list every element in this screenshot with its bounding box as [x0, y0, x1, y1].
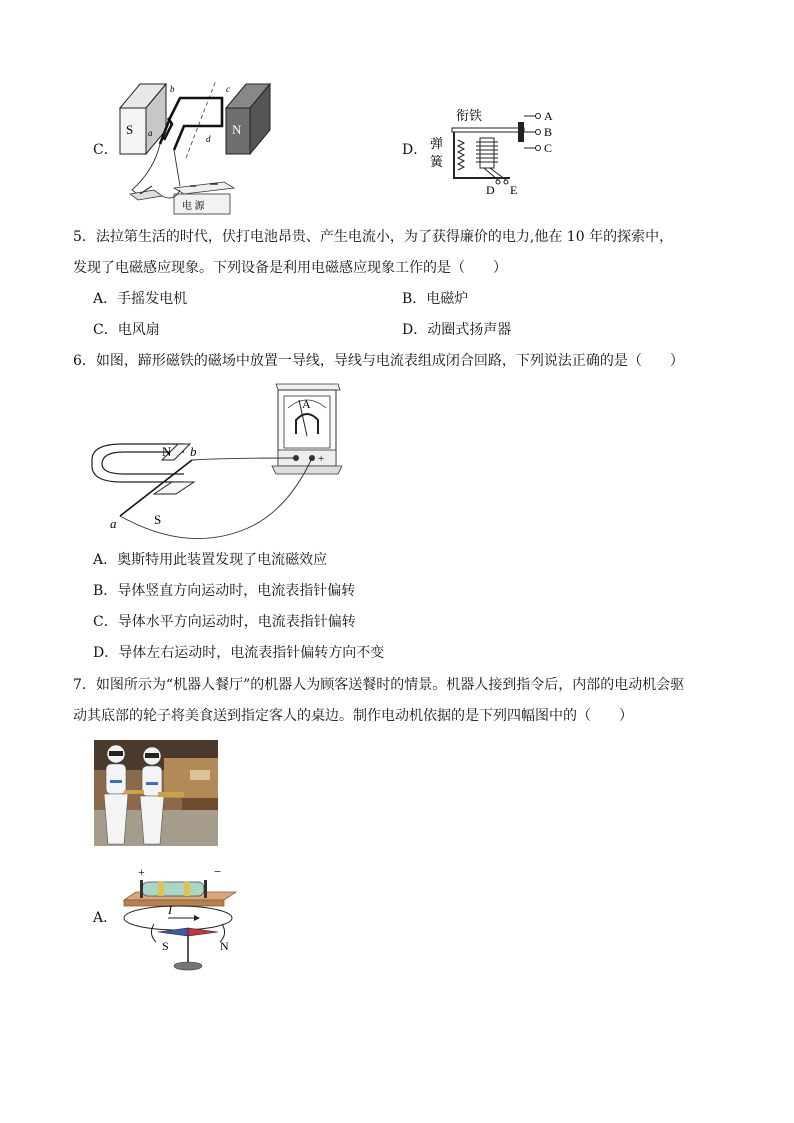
- q4-option-c-figure: [118, 78, 278, 216]
- robot-restaurant-photo: [94, 740, 218, 846]
- q5-option-b[interactable]: B．电磁炉: [402, 291, 469, 307]
- q6-figure: [88, 378, 344, 540]
- compass-n-label: N: [220, 939, 229, 953]
- magnet-s-pole: S: [154, 512, 162, 527]
- contact-c-label: C: [544, 141, 553, 155]
- coil-point-d: d: [206, 134, 211, 144]
- ammeter-plus: +: [318, 453, 325, 465]
- contact-a-label: A: [544, 109, 553, 123]
- ammeter-label: A: [302, 397, 311, 411]
- coil-point-a: a: [148, 128, 153, 138]
- magnet-s-label: S: [126, 122, 134, 137]
- spring-label-2: 簧: [430, 154, 444, 169]
- q6-option-c[interactable]: C．导体水平方向运动时，电流表指针偏转: [93, 614, 356, 630]
- q4-option-d-label[interactable]: D．: [402, 142, 428, 158]
- q6-option-a[interactable]: A．奥斯特用此装置发现了电流磁效应: [93, 552, 328, 568]
- magnet-n-label: N: [232, 122, 242, 137]
- compass-s-label: S: [162, 939, 169, 953]
- spring-label-1: 弹: [430, 136, 444, 151]
- q7-stem-line2: 动其底部的轮子将美食送到指定客人的桌边。制作电动机依据的是下列四幅图中的（ ）: [73, 708, 633, 724]
- q5-stem-line2: 发现了电磁感应现象。下列设备是利用电磁感应现象工作的是（ ）: [73, 260, 507, 276]
- conductor-end-b: b: [190, 444, 197, 459]
- coil-point-c: c: [226, 84, 230, 94]
- q4-option-c-label[interactable]: C．: [93, 142, 118, 158]
- q5-option-c[interactable]: C．电风扇: [93, 322, 160, 338]
- q5-option-d[interactable]: D．动圈式扬声器: [402, 322, 512, 338]
- q6-option-b[interactable]: B．导体竖直方向运动时，电流表指针偏转: [93, 583, 356, 599]
- armature-label: 衔铁: [456, 108, 483, 123]
- power-source-label: 电 源: [182, 201, 205, 212]
- q7-option-a-figure: [118, 862, 248, 974]
- q7-option-a-label[interactable]: A．: [93, 910, 118, 926]
- conductor-end-a: a: [110, 516, 117, 531]
- q7-stem-line1: 7．如图所示为“机器人餐厅”的机器人为顾客送餐时的情景。机器人接到指令后，内部的电动机会驱: [73, 677, 685, 693]
- lead-d-label: D: [486, 183, 495, 196]
- q5-stem-line1: 5．法拉第生活的时代，伏打电池昂贵、产生电流小，为了获得廉价的电力,他在 10 年的探索中，: [73, 229, 674, 245]
- contact-b-label: B: [544, 125, 553, 139]
- battery-plus: +: [138, 865, 145, 879]
- coil-point-b: b: [170, 84, 175, 94]
- battery-minus: −: [214, 864, 222, 879]
- lead-e-label: E: [510, 183, 518, 196]
- q4-option-d-figure: [426, 104, 566, 196]
- q5-option-a[interactable]: A．手摇发电机: [93, 291, 188, 307]
- magnet-n-pole: N: [162, 444, 172, 459]
- q6-stem: 6．如图，蹄形磁铁的磁场中放置一导线，导线与电流表组成闭合回路，下列说法正确的是（ ）: [73, 353, 684, 369]
- q6-option-d[interactable]: D．导体左右运动时，电流表指针偏转方向不变: [93, 645, 385, 661]
- current-label: I: [168, 903, 172, 917]
